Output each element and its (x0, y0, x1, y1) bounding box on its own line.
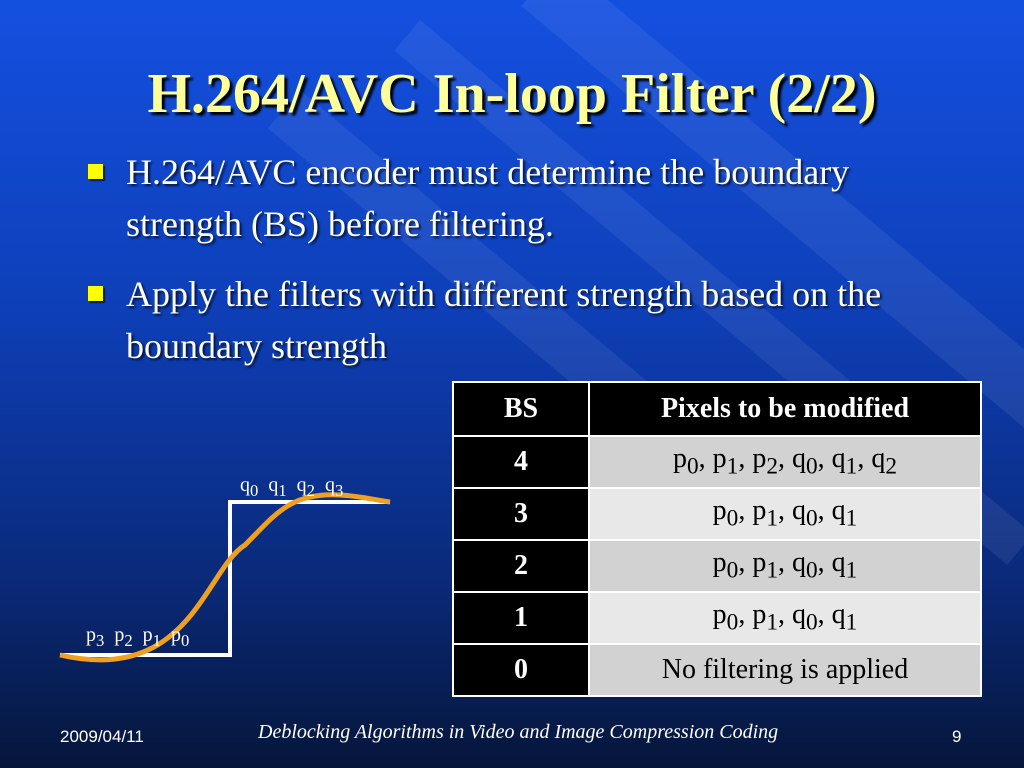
q-labels (240, 474, 343, 501)
pixels-cell: $p_0$, $p_1$, $q_0$, $q_1$ (589, 592, 981, 644)
bs-value-cell: 4 (453, 436, 589, 488)
bullet-item (88, 268, 968, 372)
table-row (453, 436, 981, 488)
footer-page-number: 9 (952, 727, 962, 746)
bs-value-cell: 0 (453, 644, 589, 696)
pixels-cell: $p_0$, $p_1$, $q_0$, $q_1$ (589, 540, 981, 592)
pixels-cell: $p_0$, $p_1$, $q_0$, $q_1$ (589, 488, 981, 540)
bullet-text: H.264/AVC encoder must determine the boundary strength (BS) before filtering. (126, 152, 850, 244)
bs-value-cell: 1 (453, 592, 589, 644)
q-label: $q_2$ (296, 474, 315, 500)
column-header-pixels: Pixels to be modified (589, 382, 981, 436)
slide-title: H.264/AVC In-loop Filter (2/2) (147, 63, 877, 125)
pixels-cell: $p_0$, $p_1$, $p_2$, $q_0$, $q_1$, $q_2$ (589, 436, 981, 488)
q-label: $q_0$ (240, 474, 259, 500)
p-label: $p_2$ (114, 624, 133, 650)
p-label: $p_1$ (142, 624, 161, 650)
q-label: $q_3$ (324, 474, 344, 500)
bullet-item (88, 146, 968, 250)
p-label: $p_3$ (86, 624, 105, 650)
footer-course-title: Deblocking Algorithms in Video and Image Compression Coding (258, 721, 779, 743)
q-label: $q_1$ (268, 474, 287, 500)
p-labels (86, 624, 189, 651)
pixels-cell: No filtering is applied (589, 644, 981, 696)
bullet-square-icon (88, 164, 103, 179)
bullet-text: Apply the filters with different strength based on the boundary strength (126, 274, 882, 366)
column-header-bs: BS (453, 382, 589, 436)
table-row (453, 540, 981, 592)
bullet-square-icon (88, 286, 103, 301)
table-row (453, 592, 981, 644)
bs-value-cell: 3 (453, 488, 589, 540)
table-row (453, 644, 981, 696)
table-row (453, 488, 981, 540)
footer-date: 2009/04/11 (60, 727, 144, 746)
table-header-row (453, 382, 981, 436)
boundary-strength-table (452, 381, 982, 697)
bs-value-cell: 2 (453, 540, 589, 592)
p-label: $p_0$ (170, 624, 190, 650)
